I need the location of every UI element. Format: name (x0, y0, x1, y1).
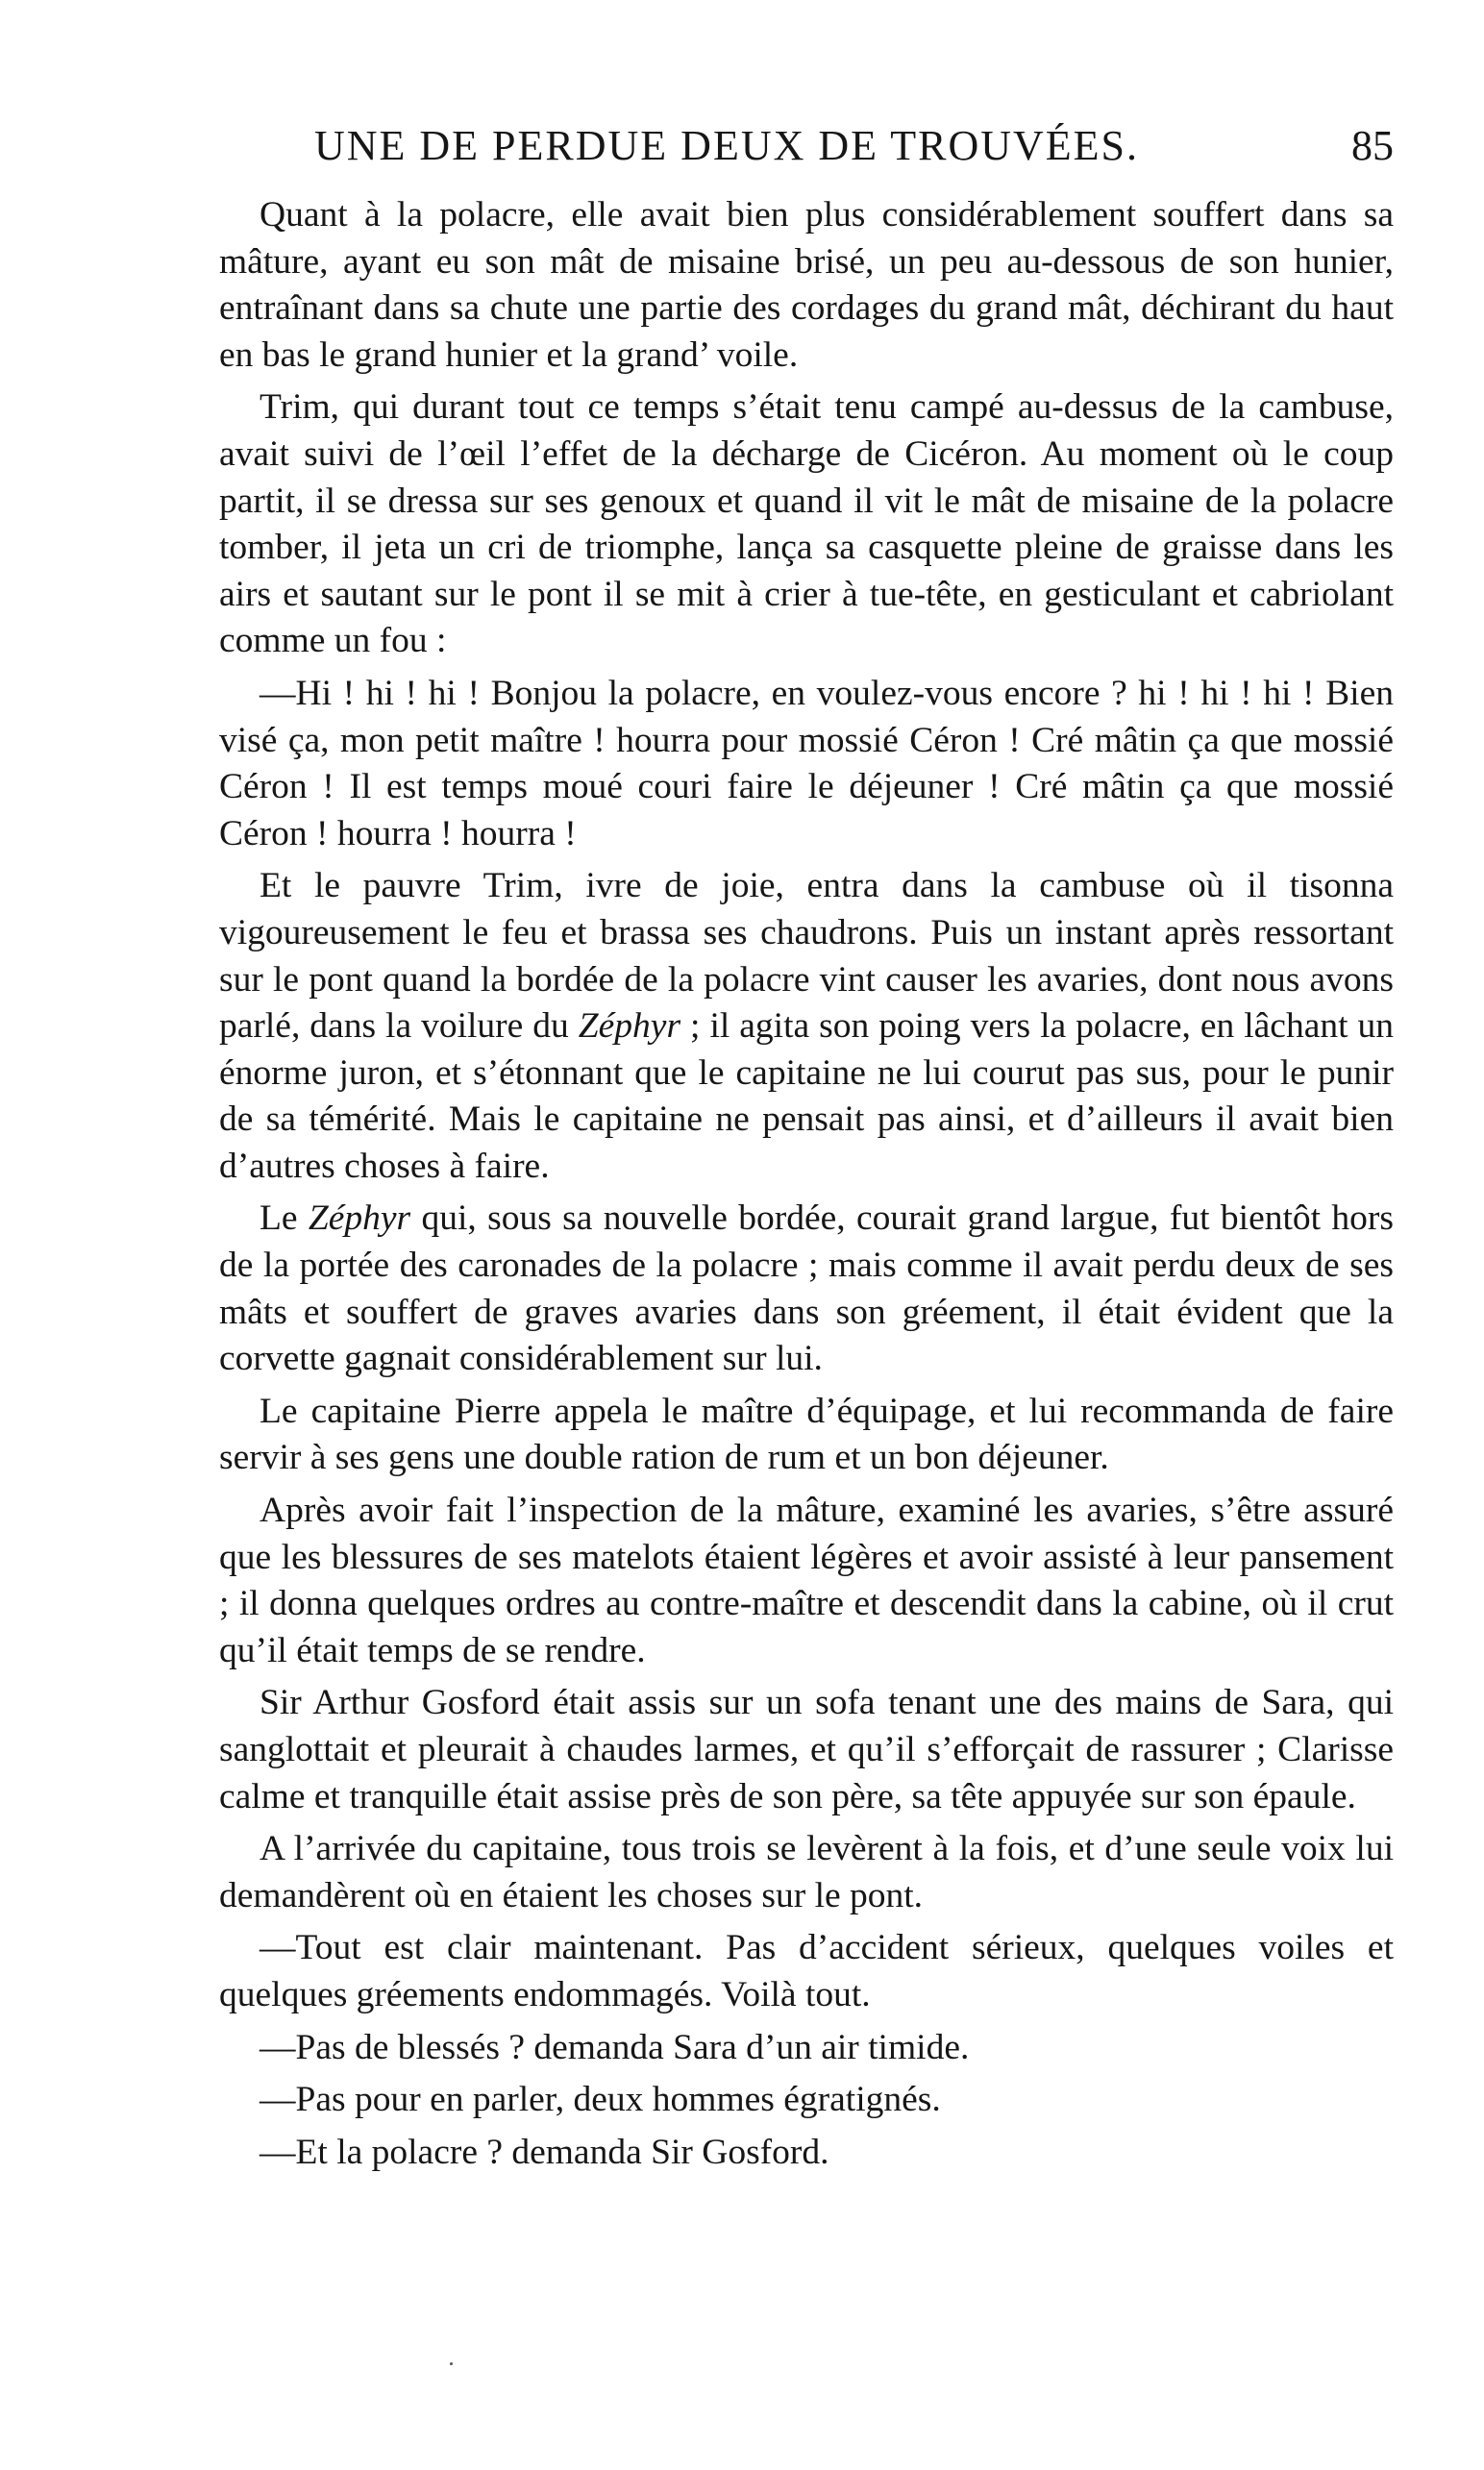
paragraph-trim-shout (219, 671, 1394, 857)
ship-name: Zéphyr (308, 1198, 411, 1239)
running-head (227, 117, 1394, 175)
paragraph-text: Sir Arthur Gosford était assis sur un sofa tenant une des mains de Sara, qui sanglottait et pleurait à chaudes larmes, et qu’il s’efforçait de rassurer ; Clarisse calme et tranquille était assise près de son père, sa tête appuyée sur son épaule. (219, 1683, 1394, 1816)
paragraph-text: —Et la polacre ? demanda Sir Gosford. (260, 2132, 829, 2172)
paragraph-text: qui, sous sa nouvelle bordée, courait grand largue, fut bientôt hors de la portée des caronades de la polacre ; mais comme il avait perdu deux de ses mâts et souffert de graves avaries dans son gréement, il était évident que la corvette gagnait considérablement sur lui. (219, 1198, 1394, 1379)
paragraph-text: —Pas de blessés ? demanda Sara d’un air timide. (260, 2027, 970, 2067)
paragraph-captain-arrival (219, 1826, 1394, 1919)
paragraph-text: ; il agita son poing vers la polacre, en lâchant un énorme juron, et s’étonnant que le capitaine ne lui courut pas sus, pour le punir de sa témérité. Mais le capitaine ne pensait pas ainsi, et d’ailleurs il avait bien d’autres choses à faire. (219, 1006, 1395, 1186)
dialogue-all-clear (219, 1925, 1394, 2018)
paragraph-text: Trim, qui durant tout ce temps s’était tenu campé au-dessus de la cambuse, avait suivi de l’œil l’effet de la décharge de Cicéron. Au moment où le coup partit, il se dressa sur ses genoux et quand il vit le mât de misaine de la polacre tomber, il jeta un cri de triomphe, lança sa casquette pleine de graisse dans les airs et sautant sur le pont il se mit à crier à tue-tête, en gesticulant et cabriolant comme un fou : (219, 387, 1394, 661)
print-speck (450, 2362, 453, 2365)
paragraph-cabin-scene (219, 1680, 1394, 1820)
paragraph-text: —Tout est clair maintenant. Pas d’accident sérieux, quelques voiles et quelques gréements endommagés. Voilà tout. (219, 1928, 1394, 2014)
ship-name: Zéphyr (578, 1006, 681, 1047)
paragraph-inspection (219, 1488, 1394, 1674)
paragraph-text: Le (260, 1198, 309, 1239)
paragraph-text: Quant à la polacre, elle avait bien plus considérablement souffert dans sa mâture, ayant eu son mât de misaine brisé, un peu au-dessous de son hunier, entraînant dans sa chute une partie des cordages du grand mât, déchirant du haut en bas le grand hunier et la grand’ voile. (219, 195, 1394, 375)
paragraph-text: A l’arrivée du capitaine, tous trois se levèrent à la fois, et d’une seule voix lui demandèrent où en étaient les choses sur le pont. (219, 1829, 1394, 1915)
paragraph-text: Après avoir fait l’inspection de la mâture, examiné les avaries, s’être assuré que les blessures de ses matelots étaient légères et avoir assisté à leur pansement ; il donna quelques ordres au contre-maître et descendit dans la cabine, où il crut qu’il était temps de se rendre. (219, 1491, 1394, 1670)
body-text (219, 192, 1394, 2182)
running-title: UNE DE PERDUE DEUX DE TROUVÉES. (313, 122, 1140, 169)
paragraph-trim-reaction (219, 384, 1394, 665)
dialogue-scratched (219, 2077, 1394, 2124)
paragraph-captain-orders (219, 1389, 1394, 1482)
paragraph-polacre-damage (219, 192, 1394, 379)
dialogue-wounded (219, 2025, 1394, 2072)
paragraph-text: —Hi ! hi ! hi ! Bonjou la polacre, en voulez-vous encore ? hi ! hi ! hi ! Bien visé ça, mon petit maître ! hourra pour mossié Céron ! Cré mâtin ça que mossié Céron ! Il est temps moué couri faire le déjeuner ! Cré mâtin ça que mossié Céron ! hourra ! hourra ! (219, 673, 1394, 853)
page-number: 85 (1351, 122, 1394, 169)
paragraph-trim-cambuse (219, 863, 1394, 1190)
dialogue-polacre-question (219, 2130, 1394, 2177)
paragraph-zephyr-escape (219, 1196, 1394, 1382)
paragraph-text: —Pas pour en parler, deux hommes égratignés. (260, 2080, 941, 2120)
paragraph-text: Le capitaine Pierre appela le maître d’équipage, et lui recommanda de faire servir à ses gens une double ration de rum et un bon déjeuner. (219, 1391, 1394, 1478)
paragraph-text: Et le pauvre Trim, ivre de joie, entra dans la cambuse où il tisonna vigoureusement le feu et brassa ses chaudrons. Puis un instant après ressortant sur le pont quand la bordée de la polacre vint causer les avaries, dont nous avons parlé, dans la voilure du (219, 866, 1394, 1047)
